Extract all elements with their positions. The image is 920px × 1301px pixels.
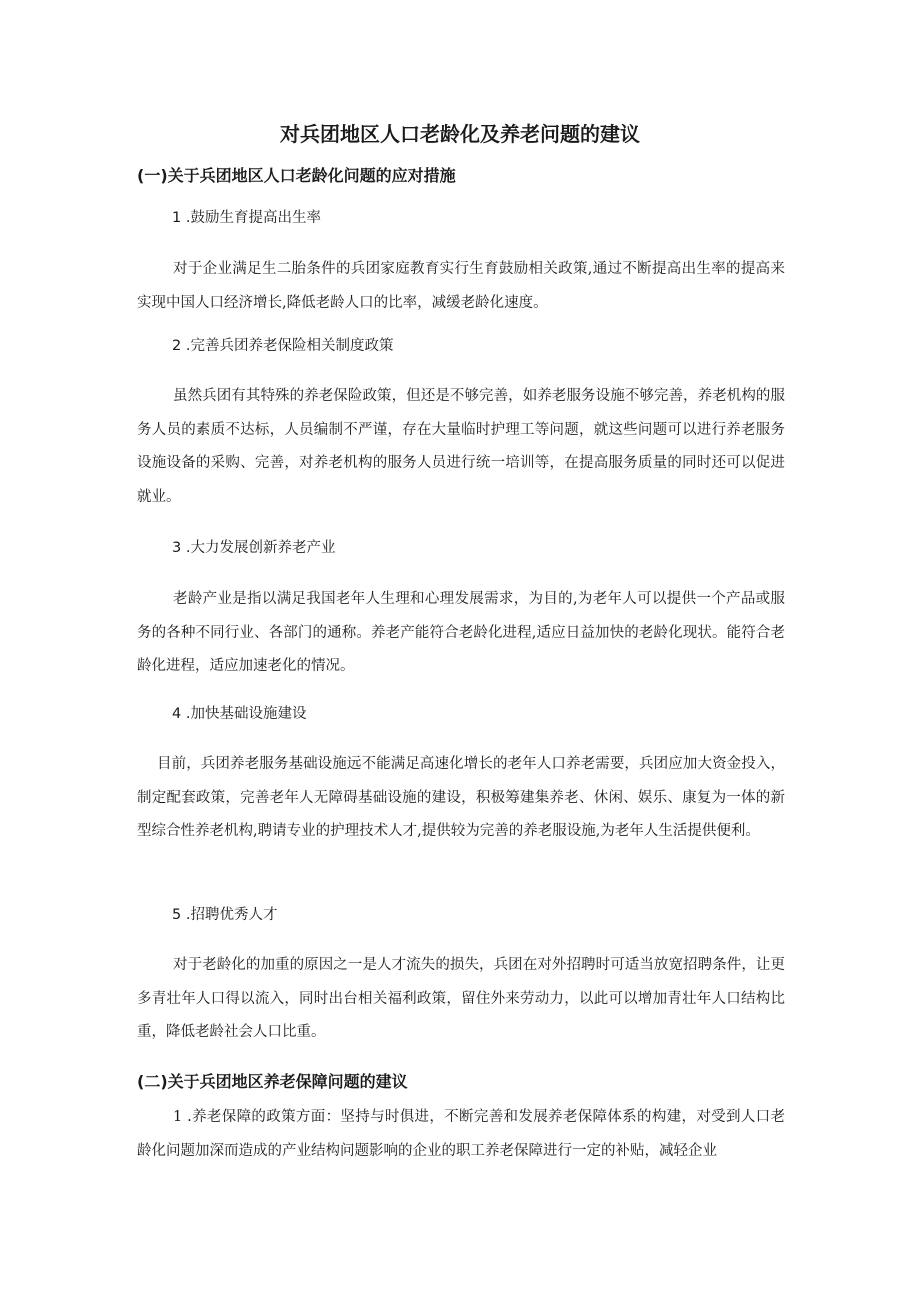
item-heading-4: 4 .加快基础设施建设 xyxy=(172,706,307,722)
paragraph-3: 老龄产业是指以满足我国老年人生理和心理发展需求，为目的,为老年人可以提供一个产品或服务的各种不同行业、各部门的通称。养老产能符合老龄化进程,适应日益加快的老龄化现状。能符合老龄化进程，适应加速老化的情况。 xyxy=(137,591,785,674)
paragraph-1: 对于企业满足生二胎条件的兵团家庭教育实行生育鼓励相关政策,通过不断提高出生率的提高来实现中国人口经济增长,降低老龄人口的比率，减缓老龄化速度。 xyxy=(137,261,785,311)
item-heading-5: 5 .招聘优秀人才 xyxy=(172,907,278,923)
paragraph-4: 目前，兵团养老服务基础设施远不能满足高速化增长的老年人口养老需要，兵团应加大资金投入，制定配套政策，完善老年人无障碍基础设施的建设，积极筹建集养老、休闲、娱乐、康复为一体的新型综合性养老机构,聘请专业的护理技术人才,提供较为完善的养老服设施,为老年人生活提供便利。 xyxy=(137,756,785,839)
item-heading-2: 2 .完善兵团养老保险相关制度政策 xyxy=(172,338,394,354)
section-heading-2: (二)关于兵团地区养老保障问题的建议 xyxy=(137,1072,408,1091)
document-title: 对兵团地区人口老龄化及养老问题的建议 xyxy=(280,122,640,146)
section-heading-1: (一)关于兵团地区人口老龄化问题的应对措施 xyxy=(137,166,456,185)
item-heading-3: 3 .大力发展创新养老产业 xyxy=(172,540,336,556)
paragraph-5: 对于老龄化的加重的原因之一是人才流失的损失，兵团在对外招聘时可适当放宽招聘条件，让更多青壮年人口得以流入，同时出台相关福利政策，留住外来劳动力，以此可以增加青壮年人口结构比重，降低老龄社会人口比重。 xyxy=(137,957,785,1040)
item-heading-1: 1 .鼓励生育提高出生率 xyxy=(172,210,321,226)
paragraph-6: 1 .养老保障的政策方面：坚持与时俱进，不断完善和发展养老保障体系的构建，对受到人口老龄化问题加深而造成的产业结构问题影响的企业的职工养老保障进行一定的补贴，减轻企业 xyxy=(137,1109,785,1159)
paragraph-2: 虽然兵团有其特殊的养老保险政策，但还是不够完善，如养老服务设施不够完善，养老机构的服务人员的素质不达标，人员编制不严谨，存在大量临时护理工等问题，就这些问题可以进行养老服务设施设备的采购、完善，对养老机构的服务人员进行统一培训等，在提高服务质量的同时还可以促进就业。 xyxy=(137,388,785,505)
